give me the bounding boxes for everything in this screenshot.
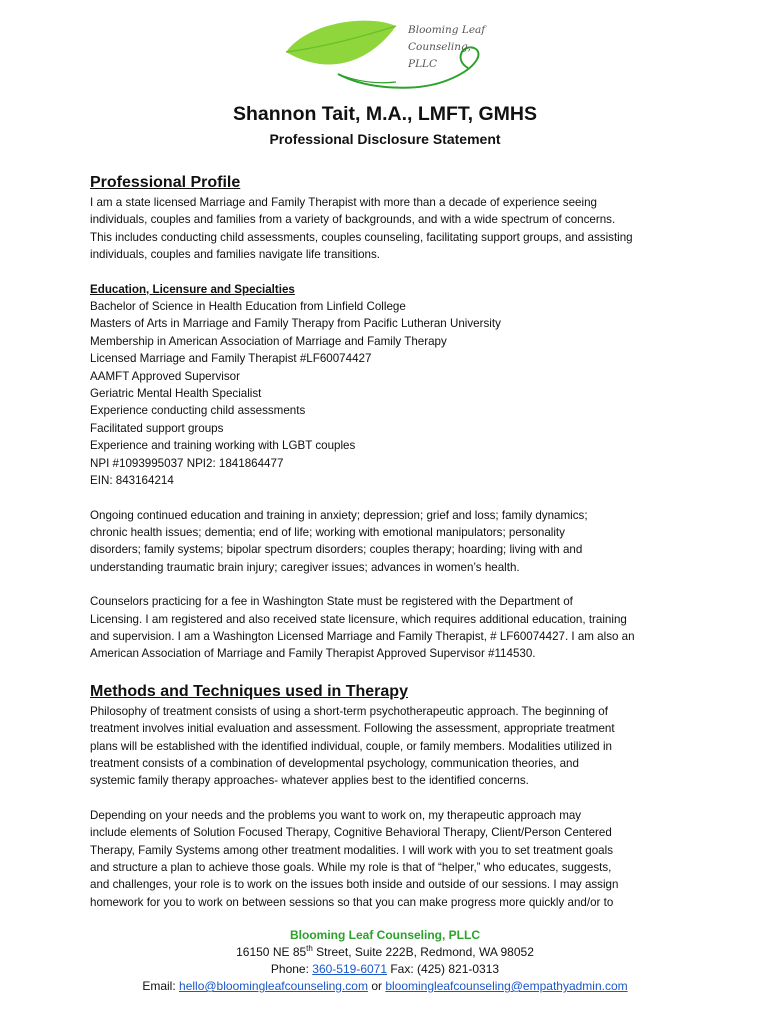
page-subtitle: Professional Disclosure Statement [269,131,501,147]
profile-line: individuals, couples and families navigate life transitions. [90,248,381,262]
education-item: Bachelor of Science in Health Education from Linfield College [90,300,406,314]
ongoing-line: understanding traumatic brain injury; caregiver issues; advances in women’s health. [90,560,520,574]
document-body [90,172,690,911]
licensing-line: American Association of Marriage and Family Therapist Approved Supervisor #114530. [90,647,536,661]
education-item: Experience conducting child assessments [90,404,306,418]
address-part: Street, Suite 222B, Redmond, WA 98052 [312,945,534,959]
footer-email [0,978,770,995]
address-sup: th [306,944,313,953]
education-item: NPI #1093995037 NPI2: 1841864477 [90,456,284,470]
phone-label: Phone: [270,962,313,976]
approach-line: Depending on your needs and the problems you want to work on, my therapeutic approach may [90,808,582,822]
address-part: 16150 NE 85 [236,945,307,959]
approach-line: Therapy, Family Systems among other treatment modalities. I will work with you to set treatment goals [90,843,613,857]
education-item: Facilitated support groups [90,421,224,435]
email-or: or [367,979,386,993]
licensing-line: and supervision. I am a Washington Licensed Marriage and Family Therapist, # LF60074427. I am also an [90,629,635,643]
phone-link[interactable]: 360-519-6071 [312,962,388,976]
education-heading: Education, Licensure and Specialties [90,282,295,296]
methods-line: treatment consists of a combination of developmental psychology, communication theories, and [90,756,579,770]
education-item: Geriatric Mental Health Specialist [90,387,262,401]
methods-line: treatment involves initial evaluation and assessment. Following the assessment, appropriate treatment [90,722,615,736]
approach-line: homework for you to work on between sessions so that you can make progress more quickly and/or to [90,895,614,909]
page-title: Shannon Tait, M.A., LMFT, GMHS [232,103,538,125]
page-footer [0,927,770,995]
methods-line: plans will be established with the identified individual, couple, or family members. Modalities utilized in [90,739,612,753]
footer-address [0,944,770,961]
fax-text: Fax: (425) 821-0313 [387,962,500,976]
logo-line-2: Counseling, PLLC [408,41,472,70]
education-item: Masters of Arts in Marriage and Family Therapy from Pacific Lutheran University [90,317,501,331]
profile-line: This includes conducting child assessments, couples counseling, facilitating support groups, and assisting [90,230,633,244]
education-item: Licensed Marriage and Family Therapist #LF60074427 [90,352,372,366]
ongoing-line: chronic health issues; dementia; end of life; working with emotional manipulators; personality [90,525,565,539]
education-item: Membership in American Association of Marriage and Family Therapy [90,334,447,348]
email-link-secondary[interactable]: bloomingleafcounseling@empathyadmin.com [385,979,628,993]
methods-line: systemic family therapy approaches- whatever applies best to the identified concerns. [90,774,529,788]
approach-line: and challenges, your role is to work on the issues both inside and outside of our sessions. I may assign [90,878,619,892]
logo-line-1: Blooming Leaf [408,24,486,36]
licensing-line: Licensing. I am registered and also received state licensure, which requires additional education, training [90,612,627,626]
approach-line: include elements of Solution Focused Therapy, Cognitive Behavioral Therapy, Client/Person Centered [90,826,612,840]
footer-brand: Blooming Leaf Counseling, PLLC [290,928,480,942]
profile-heading: Professional Profile [90,174,241,191]
methods-line: Philosophy of treatment consists of using a short-term psychotherapeutic approach. The beginning of [90,704,608,718]
logo-text [408,22,498,73]
ongoing-line: Ongoing continued education and training in anxiety; depression; grief and loss; family dynamics; [90,508,588,522]
education-item: Experience and training working with LGBT couples [90,439,356,453]
footer-phone [0,961,770,978]
methods-heading: Methods and Techniques used in Therapy [90,682,408,700]
education-item: AAMFT Approved Supervisor [90,369,240,383]
company-logo [278,12,498,102]
licensing-line: Counselors practicing for a fee in Washington State must be registered with the Department of [90,595,573,609]
ongoing-line: disorders; family systems; bipolar spectrum disorders; couples therapy; hoarding; living with and [90,543,583,557]
profile-line: I am a state licensed Marriage and Family Therapist with more than a decade of experience seeing [90,196,597,209]
profile-line: individuals, couples and families from a variety of backgrounds, and with a wide spectrum of concerns. [90,213,616,227]
approach-line: and structure a plan to achieve those goals. While my role is that of “helper,” who educates, suggests, [90,861,612,874]
education-item: EIN: 843164214 [90,474,174,488]
email-label: Email: [142,979,180,993]
email-link-primary[interactable]: hello@bloomingleafcounseling.com [179,979,368,993]
